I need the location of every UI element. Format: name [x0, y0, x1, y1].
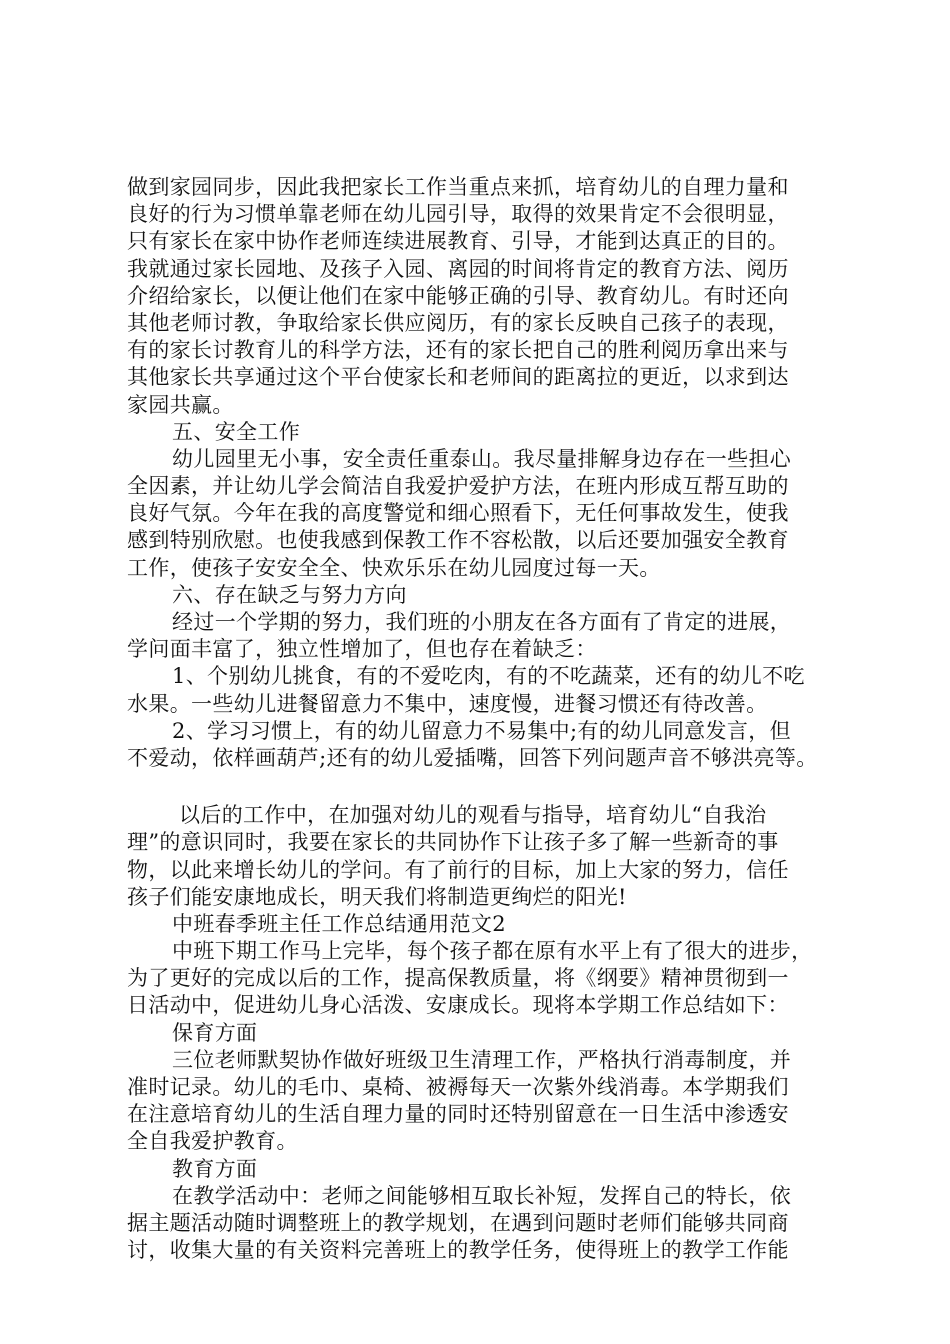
paragraph-line: 介绍给家长，以便让他们在家中能够正确的引导、教育幼儿。有时还向: [127, 283, 789, 308]
paragraph-line: 以后的工作中，在加强对幼儿的观看与指导，培育幼儿“自我治: [179, 803, 767, 828]
paragraph-line: 中班下期工作马上完毕，每个孩子都在原有水平上有了很大的进步，: [172, 939, 813, 964]
paragraph-line: 经过一个学期的努力，我们班的小朋友在各方面有了肯定的进展，: [172, 610, 792, 634]
list-item-line: 水果。一些幼儿进餐留意力不集中，速度慢，进餐习惯还有待改善。: [127, 691, 768, 716]
paragraph-line: 感到特别欣慰。也使我感到保教工作不容松散，以后还要加强安全教育: [127, 528, 789, 553]
paragraph-line: 幼儿园里无小事，安全责任重泰山。我尽量排解身边存在一些担心: [172, 446, 792, 471]
paragraph-line: 良好气氛。今年在我的高度警觉和细心照看下，无任何事故发生，使我: [127, 501, 789, 526]
list-item-line: 2、学习习惯上，有的幼儿留意力不易集中;有的幼儿同意发言，但: [172, 718, 791, 743]
paragraph-line: 日活动中，促进幼儿身心活泼、安康成长。现将本学期工作总结如下：: [127, 993, 789, 1018]
paragraph-line: 为了更好的完成以后的工作，提高保教质量，将《纲要》精神贯彻到一: [127, 966, 789, 991]
paragraph-line: 在注意培育幼儿的生活自理力量的同时还特别留意在一日生活中渗透安: [127, 1102, 789, 1127]
document-body: [127, 174, 827, 1264]
paragraph-line: 理”的意识同时，我要在家长的共同协作下让孩子多了解一些新奇的事: [127, 830, 779, 855]
section-heading-education: 教育方面: [172, 1156, 258, 1181]
paragraph-line: 良好的行为习惯单靠老师在幼儿园引导，取得的效果肯定不会很明显，: [127, 202, 789, 227]
paragraph-line: 有的家长讨教育儿的科学方法，还有的家长把自己的胜利阅历拿出来与: [127, 338, 789, 363]
paragraph-line: 据主题活动随时调整班上的教学规划，在遇到问题时老师们能够共同商: [127, 1210, 789, 1235]
paragraph-line: 全因素，并让幼儿学会简洁自我爱护爱护方法，在班内形成互帮互助的: [127, 474, 789, 499]
paragraph-line: 三位老师默契协作做好班级卫生清理工作，严格执行消毒制度，并: [172, 1047, 792, 1072]
paragraph-line: 只有家长在家中协作老师连续进展教育、引导，才能到达真正的目的。: [127, 229, 789, 254]
paragraph-line: 我就通过家长园地、及孩子入园、离园的时间将肯定的教育方法、阅历: [127, 256, 789, 281]
article-title: 中班春季班主任工作总结通用范文2: [172, 911, 506, 936]
paragraph-line: 在教学活动中：老师之间能够相互取长补短，发挥自己的特长，依: [172, 1183, 792, 1208]
section-heading-care: 保育方面: [172, 1020, 258, 1045]
section-heading-safety: 五、安全工作: [172, 419, 301, 444]
paragraph-line: 全自我爱护教育。: [127, 1129, 298, 1154]
list-item-line: 1、个别幼儿挑食，有的不爱吃肉，有的不吃蔬菜，还有的幼儿不吃: [172, 664, 805, 689]
list-item-line: 不爱动，依样画葫芦;还有的幼儿爱插嘴，回答下列问题声音不够洪亮等。: [127, 745, 818, 770]
paragraph-line: 学问面丰富了，独立性增加了，但也存在着缺乏：: [127, 637, 597, 662]
section-heading-direction: 六、存在缺乏与努力方向: [172, 582, 407, 607]
paragraph-line: 孩子们能安康地成长，明天我们将制造更绚烂的阳光!: [127, 884, 627, 909]
paragraph-line: 物，以此来增长幼儿的学问。有了前行的目标，加上大家的努力，信任: [127, 857, 789, 882]
paragraph-gap: [127, 772, 827, 802]
paragraph-line: 讨，收集大量的有关资料完善班上的教学任务，使得班上的教学工作能: [127, 1238, 789, 1263]
paragraph-line: 工作，使孩子安安全全、快欢乐乐在幼儿园度过每一天。: [127, 555, 661, 580]
paragraph-line: 其他老师讨教，争取给家长供应阅历，有的家长反映自己孩子的表现，: [127, 310, 789, 335]
paragraph-line: 准时记录。幼儿的毛巾、桌椅、被褥每天一次紫外线消毒。本学期我们: [127, 1075, 789, 1099]
paragraph-line: 其他家长共享通过这个平台使家长和老师间的距离拉的更近，以求到达: [127, 365, 789, 390]
paragraph-line: 做到家园同步，因此我把家长工作当重点来抓，培育幼儿的自理力量和: [127, 175, 789, 199]
paragraph-line: 家园共赢。: [127, 392, 234, 417]
